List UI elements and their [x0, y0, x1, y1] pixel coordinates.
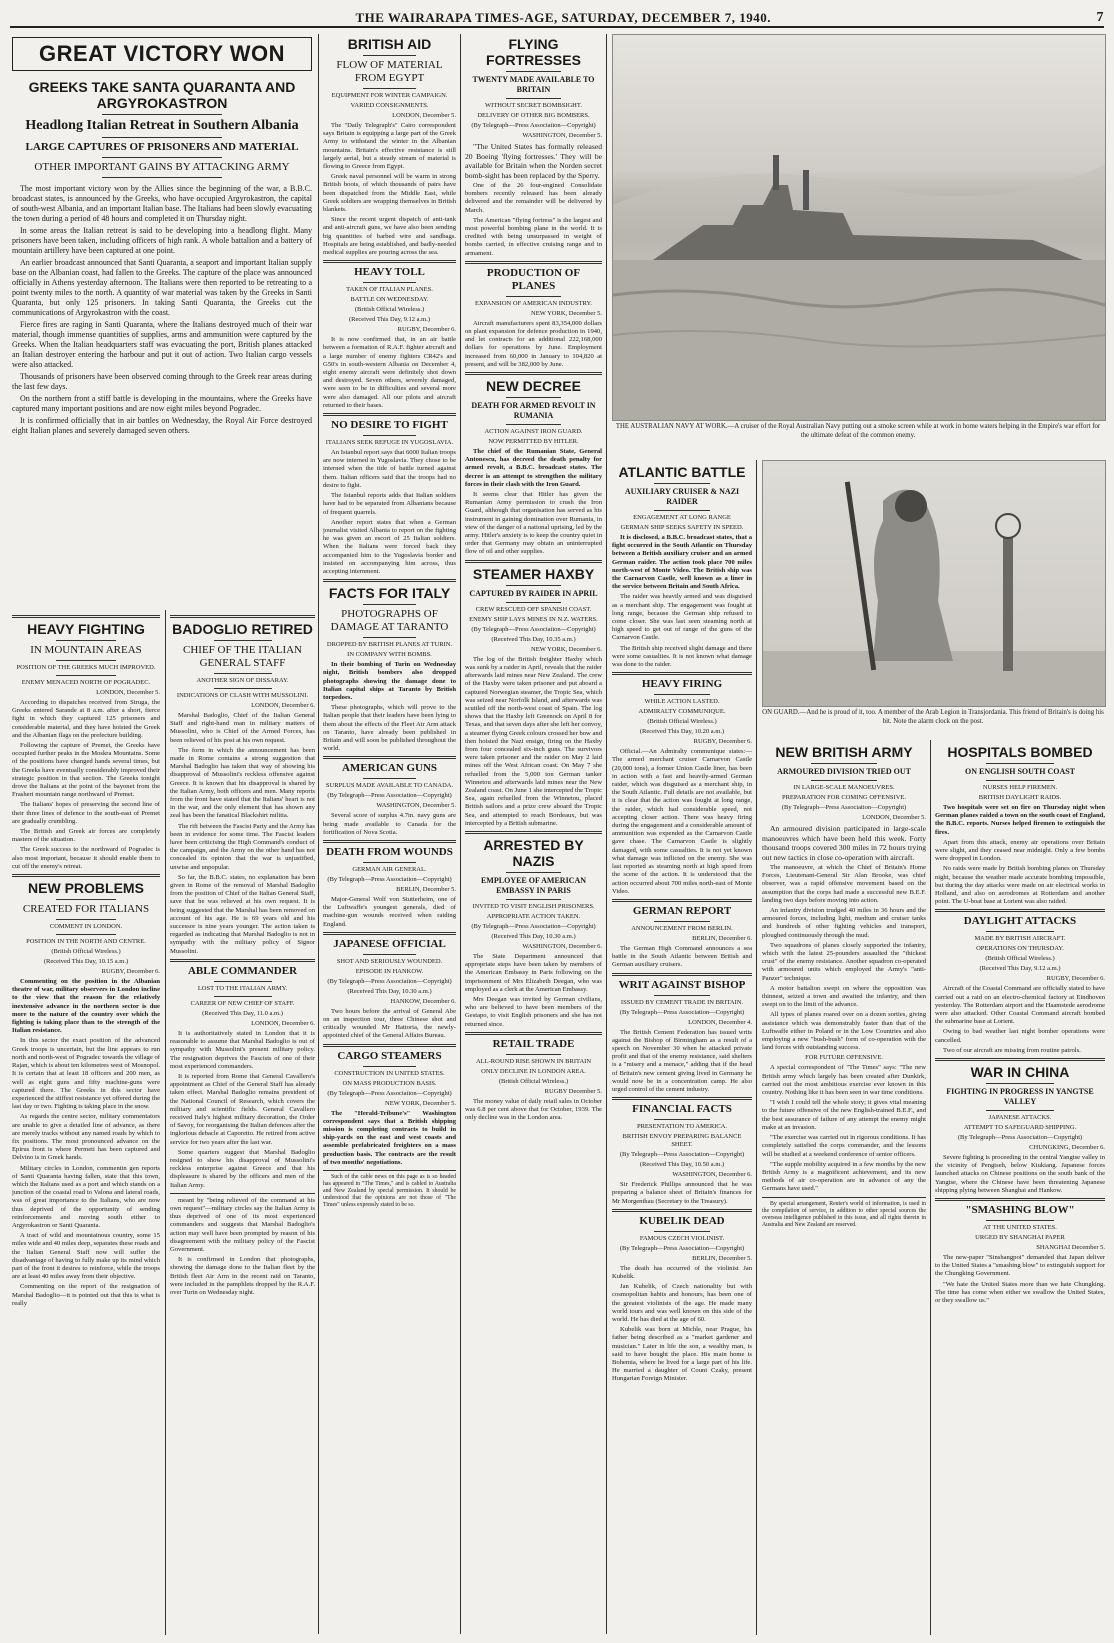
- arrested-sub: APPROPRIATE ACTION TAKEN.: [486, 912, 581, 920]
- source-line: (By Telegraph—Press Association—Copyright): [781, 804, 907, 811]
- lead-story: [12, 34, 312, 604]
- new-army-sub: IN LARGE-SCALE MANOEUVRES.: [793, 784, 895, 791]
- paragraph: Aircraft manufacturers spent 83,354,000 dollars on plant expansion for defence production in 1940, and let contracts for an additional 222,168,000 dollars for operations by June. Employment increased from 60,000 in January to 104,820 at present, and will be 382,000 by June.: [465, 319, 602, 368]
- new-problems-headline: NEW PROBLEMS: [28, 880, 144, 897]
- new-decree-sub: DEATH FOR ARMED REVOLT IN RUMANIA: [471, 401, 596, 421]
- cargo-steamers-sub: ON MASS PRODUCTION BASIS.: [342, 1079, 437, 1087]
- dateline: NEW YORK, December 5.: [385, 1099, 456, 1107]
- paragraph: Marshal Badoglio, Chief of the Italian General Staff and right-hand man in military matters of Mussolini, who is Chief of the Armed Forces, has been relieved of his post at his own request.: [170, 712, 315, 744]
- german-report-sub: ANNOUNCEMENT FROM BERLIN.: [631, 924, 733, 932]
- paragraph: The American "flying fortress" is the largest and most powerful bombing plane in the world. It is credited with being unsurpassed in weight of bombs carried, in effective cruising range and in armament.: [465, 216, 602, 257]
- lead-deck-3: LARGE CAPTURES OF PRISONERS AND MATERIAL: [25, 141, 299, 153]
- badoglio-headline: BADOGLIO RETIRED: [172, 621, 313, 637]
- atlantic-sub: AUXILIARY CRUISER & NAZI RAIDER: [624, 487, 740, 506]
- lead-paragraph: An earlier broadcast announced that Santi Quaranta, a seaport and important Italian supply base on the Albanian coast, had fallen to the Greeks. The capture of the place was announced officially in Athens yesterday afternoon. The Italians were then reported to be retreating to a point twenty miles to the north. A quantity of war material was taken by the Greeks in Santi Quaranta, but only 125 prisoners. In taking Santi Quaranta, the Greeks cut the communications of Argyrokastron with the coast.: [12, 258, 312, 317]
- column-6: [762, 742, 926, 1637]
- new-decree-sub: NOW PERMITTED BY HITLER.: [488, 438, 579, 446]
- paragraph: The rift between the Fascist Party and the Army has been in evidence for some time. The Fascist leaders have been criticising the High Command's conduct of the campaign, and the Army on the other hand has not concealed its opinion that the war is unjustified, unwise and unpopular.: [170, 822, 315, 871]
- dateline: LONDON, December 5.: [392, 112, 456, 119]
- production-headline: PRODUCTION OF PLANES: [486, 266, 581, 292]
- badoglio-sub: INDICATIONS OF CLASH WITH MUSSOLINI.: [176, 692, 309, 699]
- source-line: (By Telegraph—Press Association—Copyright): [619, 1244, 745, 1252]
- dateline: LONDON, December 6.: [251, 1019, 315, 1027]
- able-commander-sub: CAREER OF NEW CHIEF OF STAFF.: [190, 999, 295, 1007]
- page-number: 7: [1096, 10, 1104, 25]
- received-line: (Received This Day, 11.0 a.m.): [202, 1009, 283, 1017]
- paragraph: Jan Kubelik, of Czech nationality but with cosmopolitan habits and honours, has been one of the greatest violinists of the age. He made many world tours and was well known on this side of the world. He has died at the age of 60.: [612, 1283, 752, 1323]
- lead-paragraph: In some areas the Italian retreat is said to be developing into a headlong flight. Many prisoners have been taken, including officers of high rank. A whole battalion and a battery of mountain artillery have been captured at one point.: [12, 226, 312, 255]
- paragraph: A special correspondent of "The Times" says: "The new British army which largely has been created after Dunkirk, carried out the most ambitious exercise ever known in this country. Nothing like it has been seen in war time conditions.: [762, 1064, 926, 1097]
- received-line: (Received This Day, 10.50 a.m.): [639, 1161, 725, 1169]
- japanese-official-sub: SHOT AND SERIOUSLY WOUNDED.: [336, 957, 443, 965]
- paragraph: The manoeuvre, at which the Chief of Britain's Home Forces, Lieutenant-General Sir Alan Brooke, was chief observer, was a rapid offensive movement based on the assumption that the corps had made a successful new B.E.F. landing two days before moving into action.: [762, 864, 926, 904]
- paragraph: The chief of the Rumanian State, General Antonescu, has decreed the death penalty for armed revolt, a B.B.C. broadcast states. The decree is an attempt to strengthen the military forces in their clash with the Iron Guard.: [465, 448, 602, 488]
- dateline: WASHINGTON, December 6.: [672, 1171, 752, 1179]
- dateline: LONDON, December 6.: [251, 702, 315, 709]
- paragraph: "The United States has formally released 20 Boeing 'flying fortresses.' They will be available for Britain when the Norden secret bomb-sight has been replaced by the Sperry.: [465, 142, 602, 180]
- dateline: CHUNGKING, December 6.: [1029, 1144, 1105, 1152]
- column-4: [465, 34, 602, 1634]
- dateline: LONDON, December 5.: [862, 814, 926, 821]
- heavy-fighting-sub: ENEMY MENACED NORTH OF POGRADEC.: [21, 679, 151, 686]
- notice: By special arrangement, Reuter's world of information, is used in the compilation of service, in addition to other special sources the overseas intelligence published in this issue, and all rights therein in Australia and New Zealand are reserved.: [762, 1200, 926, 1228]
- dateline: RUGBY, December 6.: [1046, 975, 1105, 983]
- dateline: RUGBY December 5.: [544, 1087, 602, 1095]
- lead-deck-2: Headlong Italian Retreat in Southern Albania: [25, 118, 299, 133]
- dateline: RUGBY, December 6.: [397, 326, 456, 334]
- lead-paragraph: Thousands of prisoners have been observed coming through to the Greek rear areas during the last few days.: [12, 372, 312, 391]
- production-sub: EXPANSION OF AMERICAN INDUSTRY.: [474, 299, 593, 307]
- flying-fortresses-sub: DELIVERY OF OTHER BIG BOMBERS.: [477, 112, 590, 119]
- source-line: (By Telegraph—Press Association—Copyright): [471, 625, 596, 633]
- german-report-headline: GERMAN REPORT: [632, 904, 732, 917]
- british-aid-sub: VARIED CONSIGNMENTS.: [350, 102, 429, 109]
- retail-sub: ALL-ROUND RISE SHOWN IN BRITAIN: [475, 1057, 592, 1065]
- paragraph: "The supple mobility acquired in a few months by the new British Army is a magnificent achievement, and its new methods of air co-operation are in advance of any the Germans have used.": [762, 1160, 926, 1193]
- paragraph: Some quarters suggest that Marshal Badoglio resigned to show his disapproval of Mussolini's reckless enterprise against Greece and that his displeasure is shared by the officers and men of the Italian Army.: [170, 1148, 315, 1189]
- paragraph: All types of planes roared over on a dozen sorties, giving assistance which was demonstrably faster than that of the Luftwaffe either in Poland or in the Low Countries and also employing a new "bush-bush" form of co-operation with the land forces with outstanding success.: [762, 1011, 926, 1052]
- paragraph: Greek naval personnel will be warm in strong British boots, of which thousands of pairs have been dispatched from the Middle East, while Greek soldiers are wrapping themselves in British blankets.: [323, 173, 456, 214]
- heavy-fighting-headline: HEAVY FIGHTING: [27, 621, 145, 637]
- flying-fortresses-sub: WITHOUT SECRET BOMBSIGHT.: [485, 102, 582, 109]
- received-line: (Received This Day, 9.12 a.m.): [348, 316, 431, 324]
- dateline: RUGBY, December 6.: [101, 968, 160, 976]
- war-china-sub: FIGHTING IN PROGRESS IN YANGTSE VALLEY: [946, 1087, 1094, 1107]
- paragraph: Apart from this attack, enemy air operations over Britain were slight, and they ceased near midnight. Only a few bombs were dropped in London.: [935, 838, 1105, 863]
- dateline: NEW YORK, December 5.: [531, 309, 602, 317]
- dateline: BERLIN, December 5.: [396, 885, 456, 893]
- flying-fortresses-sub: TWENTY MADE AVAILABLE TO BRITAIN: [472, 75, 595, 94]
- paragraph: "The exercise was carried out in rigorous conditions. It has completely satisfied the corps commander, and the lessons will be studied at a weekend conference of senior officers.: [762, 1134, 926, 1158]
- lead-paragraph: Fierce fires are raging in Santi Quaranta, where the Italians destroyed much of their war material, though immense quantities of supplies, arms and ammunition were captured by the Greeks. When the Italian headquarters staff was evacuating the port, British planes attacked an Italian destroyer entering the harbour and put it out of action. Two Italian cargo vessels were also attacked.: [12, 320, 312, 369]
- paragraph: No raids were made by British bombing planes on Thursday night, because the weather made accurate bombing impossible, but during the day attacks were made on air electrical works in Holland, and also on aerodromes at Rotterdam and another point. The U-boat base at Lorient was also raided.: [935, 865, 1105, 906]
- japanese-official-headline: JAPANESE OFFICIAL: [333, 937, 446, 950]
- financial-headline: FINANCIAL FACTS: [632, 1103, 732, 1116]
- paragraph: Two hours before the arrival of General Abe on an inspection tour, three Chinese shot and critically wounded Mr Hattoria, the newly-appointed chief of the General Affairs Bureau.: [323, 1007, 456, 1040]
- paragraph: "We hate the United States more than we hate Chungking. The time has come when either we swallow the United States, or they swallow us.": [935, 1280, 1105, 1305]
- no-desire-sub: ITALIANS SEEK REFUGE IN YUGOSLAVIA.: [325, 439, 454, 447]
- paragraph: As regards the centre sector, military commentators are unable to give a detailed line of advance, as there are merely tracks without any named roads by which to fix positions. The most pronounced advance on the Epirus front is where Permeti has been captured and Delvino is in Greek hands.: [12, 1113, 160, 1162]
- column-2-lower: [170, 612, 315, 1637]
- atlantic-sub: GERMAN SHIP SEEKS SAFETY IN SPEED.: [620, 524, 744, 531]
- received-line: (Received This Day, 9.12 a.m.): [979, 965, 1061, 973]
- paragraph: Owing to bad weather last night bomber operations were cancelled.: [935, 1028, 1105, 1044]
- column-3: [323, 34, 456, 1634]
- dateline: BERLIN, December 6.: [692, 934, 752, 942]
- daylight-sub: MADE BY BRITISH AIRCRAFT.: [974, 935, 1066, 943]
- source-line: (By Telegraph—Press Association—Copyright): [619, 1151, 745, 1159]
- paragraph: In their bombing of Turin on Wednesday night, British bombers also dropped photographs showing the damage done to Italian capital ships at Taranto by British torpedoes.: [323, 661, 456, 701]
- paragraph: In this sector the exact position of the advanced Greek troops is uncertain, but the line appears to run north and north-west of Pogradec towards the village of Rajan, which is about ten kilometres west of Mosnopol. It is certain that at least 18 officers and 200 men, as well as eight guns and fifty machine-guns were captured there. The Greeks in this sector have experienced the stiffest resistance yet offered during the last day or two. Fighting is taking place in the snow.: [12, 1037, 160, 1111]
- paragraph: The German High Command announces a sea battle in the South Atlantic between British and German auxiliary cruisers.: [612, 944, 752, 969]
- death-wounds-sub: GERMAN AIR GENERAL.: [352, 865, 427, 873]
- heavy-firing-sub: WHILE ACTION LASTED.: [644, 698, 720, 706]
- paragraph: So far, the B.B.C. states, no explanation has been given in Rome of the removal of Marshal Badoglio from the position of Chief of the Italian General Staff, save that he was relieved at his own request. It is being suggested that the Marshal has been removed on account of his age. He is 69 years old and his successor is nine years younger. The action taken is regarded as indicating that Marshal Badoglio is not in sympathy with the military policy of Signor Mussolini.: [170, 873, 315, 955]
- received-line: (Received This Day, 10.30 a.m.): [347, 987, 432, 995]
- received-line: (Received This Day, 10.15 a.m.): [43, 958, 129, 966]
- badoglio-sub: CHIEF OF THE ITALIAN GENERAL STAFF: [183, 644, 302, 669]
- dateline: BERLIN, December 5.: [692, 1254, 752, 1262]
- source-line: (British Official Wireless.): [647, 718, 717, 726]
- photo-caption: THE AUSTRALIAN NAVY AT WORK.—A cruiser of the Royal Australian Navy putting out a smoke screen while at work in home waters helping in the Empire's war effort for the ultimate defeat of the common enemy.: [615, 423, 1101, 439]
- arrested-sub: INVITED TO VISIT ENGLISH PRISONERS.: [472, 902, 595, 910]
- paragraph: Commenting on the position in the Albanian theatre of war, military observers in London incline to the view that the reason for the relatively inextensive advance in the northern sector is due more to the nature of the country over which the fighting is taking place than to the strength of the Italian resistance.: [12, 978, 160, 1035]
- photo-caption: ON GUARD.—And he is proud of it, too. A member of the Arab Legion in Transjordania. This friend of Britain's is doing his bit. Note the alarm clock on the post.: [762, 709, 1104, 725]
- source-line: (By Telegraph—Press Association—Copyright): [327, 875, 452, 883]
- facts-italy-sub: DROPPED BY BRITISH PLANES AT TURIN.: [326, 641, 453, 649]
- lead-paragraph: It is confirmed officially that in air battles on Wednesday, the Royal Air Force destroyed eight Italian planes and severely damaged seven others.: [12, 416, 312, 435]
- masthead-title: THE WAIRARAPA TIMES-AGE, SATURDAY, DECEMBER 7, 1940.: [355, 10, 772, 25]
- paragraph: The British and Greek air forces are completely masters of the situation.: [12, 828, 160, 844]
- lead-deck-4: OTHER IMPORTANT GAINS BY ATTACKING ARMY: [34, 161, 290, 173]
- able-commander-sub: LOST TO THE ITALIAN ARMY.: [197, 984, 288, 992]
- paragraph: Two squadrons of planes closely supported the infantry, which with the latest 25-pounders assaulted the "thickest crust" of the enemy resistance. Another squadron co-operated with armoured units which employed the Army's "anti-Panzer" technique.: [762, 941, 926, 982]
- paragraph: Another report states that when a German journalist visited Albania to report on the fighting he was given an escort of 25 Italian soldiers. When the Italians were forced back they accompanied him to the Yugoslavia border and insisted on accompanying him across, thus accepting internment.: [323, 518, 456, 575]
- column-5-upper: [612, 462, 752, 1637]
- haxby-sub: CAPTURED BY RAIDER IN APRIL: [469, 588, 598, 598]
- paragraph: These photographs, which will prove to the Italian people that their leaders have been lying to them about the effects of the Fleet Air Arm attack on Taranto, have already been published in Britain and will soon be published throughout the world.: [323, 704, 456, 753]
- source-line: (British Official Wireless.): [51, 948, 121, 956]
- british-aid-sub: FLOW OF MATERIAL FROM EGYPT: [336, 59, 443, 84]
- paragraph: The British Cement Federation has issued writs against the Bishop of Birmingham as a result of a speech on November 30 when he attacked private profit and that of the enemy resistance, said shelters is a "misery and a menace," adding that if the head of Britain's new cement giving lived in Germany he would now be in a concentration camp. He also urged control of the cement industry.: [612, 1028, 752, 1093]
- war-china-headline: WAR IN CHINA: [970, 1064, 1070, 1081]
- death-wounds-headline: DEATH FROM WOUNDS: [326, 845, 453, 858]
- source-line: (By Telegraph—Press Association—Copyright): [471, 922, 596, 930]
- column-7: [935, 742, 1105, 1637]
- haxby-headline: STEAMER HAXBY: [472, 565, 595, 582]
- new-army-sub: FOR FUTURE OFFENSIVE.: [805, 1054, 883, 1062]
- masthead: [10, 2, 1104, 28]
- haxby-sub: ENEMY SHIP LAYS MINES IN N.Z. WATERS.: [469, 615, 598, 623]
- paragraph: It is authoritatively stated in London that it is reasonable to assume that Marshal Badoglio is out of sympathy with Mussolini's present military policy. The resignation deprives the Fascists of one of their most experienced commanders.: [170, 1029, 315, 1070]
- source-line: (By Telegraph—Press Association—Copyright): [327, 1089, 452, 1097]
- british-aid-sub: EQUIPMENT FOR WINTER CAMPAIGN.: [331, 92, 448, 99]
- cruiser-illustration: [613, 35, 1105, 420]
- atlantic-headline: ATLANTIC BATTLE: [618, 464, 746, 480]
- smashing-sub: AT THE UNITED STATES.: [983, 1224, 1057, 1232]
- source-line: (British Official Wireless.): [498, 1077, 569, 1085]
- dateline: WASHINGTON, December 5.: [522, 132, 602, 139]
- paragraph: The death has occurred of the violinist Jan Kubelik.: [612, 1264, 752, 1280]
- paragraph: Sir Frederick Phillips announced that he was preparing a balance sheet of Britain's finances for Mr Morgenthau (Secretary to the Treasury).: [612, 1181, 752, 1205]
- source-line: (By Telegraph—Press Association—Copyright): [619, 1008, 745, 1016]
- cruiser-photo: [612, 34, 1106, 421]
- paragraph: It is now confirmed that, in an air battle between a formation of R.A.F. fighter aircraft and a large number of enemy fighters CR42's and G50's in south-western Albania on December 4, eight enemy aircraft were definitely shot down and destroyed. Seven others, severely damaged, were seen to be in difficulties and several more were also damaged. All our pilots and aircraft returned to their bases.: [323, 336, 456, 409]
- badoglio-sub: ANOTHER SIGN OF DISSARAY.: [196, 677, 289, 684]
- paragraph: The new-paper "Sinshangpoi" demanded that Japan deliver to the United States a "smashing blow" to extinguish support for the Chungking Government.: [935, 1254, 1105, 1278]
- paragraph: Military circles in London, commentin gen reports of Santi Quaranta having fallen, state that this town, which the Italians used as a port and which stands on a junction of the coastal road to Valona and lateral roads, was of great importance to the Italians, who are now thus deprived of the opportunity of sending reinforcements and moving south either to Argyrokastron or Santi Quaranta.: [12, 1164, 160, 1229]
- received-line: (Received This Day, 10.30 a.m.): [491, 932, 576, 940]
- photo-on-guard: [762, 460, 1104, 738]
- cargo-steamers-headline: CARGO STEAMERS: [337, 1049, 442, 1062]
- no-desire-headline: NO DESIRE TO FIGHT: [331, 419, 448, 432]
- dateline: LONDON, December 5.: [96, 689, 160, 696]
- heavy-toll-sub: BATTLE ON WEDNESDAY.: [350, 296, 429, 304]
- writ-sub: ISSUED BY CEMENT TRADE IN BRITAIN.: [620, 998, 744, 1006]
- dateline: NEW YORK, December 6.: [531, 645, 602, 653]
- heavy-fighting-sub: POSITION OF THE GREEKS MUCH IMPROVED.: [16, 664, 156, 671]
- lead-paragraph: The most important victory won by the Allies since the beginning of the war, a B.B.C. broadcast states, is announced by the Greeks, who have occupied Argyrokastron, the capital of south-west Albania, and an important Italian base. The Italians had been slowly evacuating the town during a period of 48 hours and completed it on Thursday night.: [12, 184, 312, 223]
- paragraph: The raider was heavily armed and was disguised as a merchant ship. The engagement was fought at long range, because the German ship refused to come closer. She was last seen steaming north at high speed to get out of range of the guns of the Carnarvon Castle.: [612, 593, 752, 642]
- paragraph: The Greek success to the northward of Pogradec is also most important, because it should enable them to cut off the enemy's retreat.: [12, 846, 160, 870]
- paragraph: The State Department announced that appropriate steps have been taken by members of the American Embassy in Paris following on the imprisonment of Mrs Elizabeth Deegan, who was employed as a clerk at the American Embassy.: [465, 952, 602, 993]
- new-problems-sub: CREATED FOR ITALIANS: [22, 903, 150, 916]
- british-aid-headline: BRITISH AID: [347, 36, 432, 52]
- arrested-headline: ARRESTED BY NAZIS: [483, 836, 584, 869]
- daylight-headline: DAYLIGHT ATTACKS: [963, 915, 1077, 928]
- paragraph: Official.—An Admiralty communique states:—The armed merchant cruiser Carnarvon Castle (20,000 tons), a former Union Castle liner, has been in action with a fast and heavily-armed German raider, which was disguised as a merchant ship, in the South Atlantic. Full details are not available, but it is clear that the action was fought at long range, the raider, which had considerable speed, not accepting closer action. There was heavy firing during the engagement and a considerable amount of ammunition was expended as the Carnarvon Castle gave chase. The Carnarvon Castle is slightly damaged, with some casualties. It is not yet known what damage was inflicted on the enemy. She was last reported as steaming north at high speed from the scene of the action. It is understood that the action occurred about 700 miles north-east of Monte Video.: [612, 748, 752, 895]
- new-army-headline: NEW BRITISH ARMY: [775, 744, 913, 760]
- retail-sub: ONLY DECLINE IN LONDON AREA.: [481, 1067, 586, 1075]
- paragraph: "I wish I could tell the whole story; it gives vital meaning to the future offensive of the new English-trained B.E.F., and the best assurance of failure of any attempt the enemy might make at an invasion.: [762, 1099, 926, 1131]
- received-line: (Received This Day, 10.35 a.m.): [491, 635, 576, 643]
- paragraph: An Istanbul report says that 6000 Italian troops are now interned in Yugoslavia. They chose to be interned when the tide of battle turned against them. Italian officers said that the troops had no desire to fight.: [323, 449, 456, 489]
- paragraph: It is reported from Rome that General Cavallero's appointment as Chief of the General Staff has already taken effect. Marshal Badoglio remains president of the National Council of Research, which covers the military and scientific fields. General Cavallero received Italy's highest military decoration, the Order of Savoy, for reorganising the Italian defences after the inglorious debacle at Caporetto. He retired from active service for two years after the last war.: [170, 1072, 315, 1146]
- paragraph: A tract of wild and mountainous country, some 15 miles wide and 40 miles deep, separates these roads and the Italian General Staff now will suffer the disadvantage of having to fully make up its mind which part of the front it desires to reinforce, while the troops are at least 40 miles away from their objective.: [12, 1232, 160, 1281]
- dateline: WASHINGTON, December 6.: [522, 942, 602, 950]
- financial-sub: PRESENTATION TO AMERICA.: [636, 1123, 728, 1131]
- war-china-sub: JAPANESE ATTACKS.: [988, 1114, 1052, 1122]
- paragraph: Kubelik was born at Michle, near Prague, his father being described as a "market gardener and musician." Later in life the son, a wealthy man, is said to have bought the place. His main home is Bohemia, where he lived for a large part of his life. He married a daughter of Count Czaky, present Hungarian Foreign Minister.: [612, 1326, 752, 1383]
- new-army-sub: PREPARATION FOR COMING OFFENSIVE.: [781, 794, 906, 801]
- paragraph: Several score of surplus 4.7in. navy guns are being made available to Canada for the fortification of Nova Scotia.: [323, 812, 456, 836]
- paragraph: Commenting on the report of the resignation of Marshal Badoglio—it is pointed out that this is what is really: [12, 1283, 160, 1307]
- dateline: LONDON, December 4.: [688, 1018, 752, 1026]
- new-army-sub: ARMOURED DIVISION TRIED OUT: [777, 767, 911, 776]
- new-decree-sub: ACTION AGAINST IRON GUARD.: [484, 428, 583, 436]
- dateline: WASHINGTON, December 5.: [376, 802, 456, 810]
- lead-deck-1: GREEKS TAKE SANTA QUARANTA AND ARGYROKASTRON: [28, 79, 296, 111]
- japanese-official-sub: EPISODE IN HANKOW.: [355, 967, 424, 975]
- flying-fortresses-headline: FLYING FORTRESSES: [486, 36, 581, 68]
- paragraph: The money value of daily retail sales in October was 6.8 per cent above that for October, 1939. The only decline was in the London area.: [465, 1097, 602, 1122]
- paragraph: Severe fighting is proceeding in the central Yangtse valley in the vicinity of Pengtseh, below Kiukiang. Japanese forces launched attacks on Chinese positions on the south bank of the Yangtse, where the Chinese have been threatening Japanese shipping plying between Shanghai and Hankow.: [935, 1154, 1105, 1194]
- new-decree-headline: NEW DECREE: [486, 378, 581, 395]
- hospitals-sub: NURSES HELP FIREMEN.: [982, 784, 1058, 791]
- lead-headline: GREAT VICTORY WON: [38, 41, 286, 66]
- smashing-headline: "SMASHING BLOW": [965, 1204, 1075, 1217]
- paragraph: Major-General Wolf von Stutterheim, one of the Luftwaffe's youngest generals, died of machine-gun wounds received when raiding England.: [323, 895, 456, 928]
- paragraph: meant by "being relieved of the command at his own request"—military circles say the Italian Army is thus deprived of one of its most experienced commanders and suggests that Marshal Badoglio's action may well have been prompted by reason of his disagreement with the military policy of the Fascist Government.: [170, 1196, 315, 1253]
- smashing-sub: URGED BY SHANGHAI PAPER: [975, 1234, 1065, 1242]
- atlantic-sub: ENGAGEMENT AT LONG RANGE: [633, 514, 731, 521]
- facts-italy-headline: FACTS FOR ITALY: [328, 585, 451, 602]
- cargo-steamers-sub: CONSTRUCTION IN UNITED STATES.: [334, 1069, 445, 1077]
- paragraph: It is disclosed, a B.B.C. broadcast states, that a fight occurred in the South Atlantic on Thursday between a British auxiliary cruiser and an armed German raider. The action took place 700 miles north-west of Monte Video. The British ship was the Carnarvon Castle, well known as a liner in the service between Britain and South Africa.: [612, 534, 752, 591]
- financial-sub: BRITISH ENVOY PREPARING BALANCE SHEET.: [622, 1133, 742, 1149]
- war-china-sub: ATTEMPT TO SAFEGUARD SHIPPING.: [963, 1124, 1077, 1132]
- paragraph: Aircraft of the Coastal Command are officially stated to have carried out a raid on an electro-chemical factory at Eindhoven yesterday. The Rotterdam airport and the Haamstede aerodrome were also attacked. Other Coastal Command aircraft bombed the submarine base at Lorient.: [935, 985, 1105, 1026]
- hospitals-sub: ON ENGLISH SOUTH COAST: [964, 767, 1076, 776]
- source-line: (By Telegraph—Press Association—Copyright): [327, 792, 452, 800]
- heavy-toll-sub: TAKEN OF ITALIAN PLANES.: [346, 286, 433, 294]
- new-problems-sub: POSITION IN THE NORTH AND CENTRE.: [26, 938, 146, 946]
- kubelik-sub: FAMOUS CZECH VIOLINIST.: [639, 1234, 725, 1242]
- paragraph: Since the recent urgent dispatch of anti-tank and anti-aircraft guns, we have also been sending big quantities of barbed wire and sandbags. Hospitals are being established, and badly-needed medical supplies are pouring across the sea.: [323, 216, 456, 257]
- paragraph: The British ship received slight damage and there were some casualties. It is not known what damage was done to the raider.: [612, 644, 752, 669]
- heavy-firing-sub: ADMIRALTY COMMUNIQUE.: [638, 708, 726, 716]
- heavy-fighting-sub: IN MOUNTAIN AREAS: [30, 644, 142, 656]
- source-line: (By Telegraph—Press Association—Copyright): [327, 977, 452, 985]
- haxby-sub: CREW RESCUED OFF SPANISH COAST.: [475, 605, 592, 613]
- retail-headline: RETAIL TRADE: [492, 1037, 575, 1050]
- arrested-sub: EMPLOYEE OF AMERICAN EMBASSY IN PARIS: [480, 875, 587, 895]
- paragraph: Following the capture of Premet, the Greeks have occupied further peaks in the Moskra Mountains. Some of the positions have changed hands several times, but the Greeks have eventually considerably improved their strategic position in that section. The Greeks tonight drove the Italians at the point of the bayonet from the Frasheri mountain range northward of Premet.: [12, 742, 160, 799]
- able-commander-headline: ABLE COMMANDER: [187, 964, 298, 977]
- source-line: (British Official Wireless.): [354, 306, 425, 314]
- facts-italy-sub: PHOTOGRAPHS OF DAMAGE AT TARANTO: [330, 608, 449, 634]
- dateline: HANKOW, December 6.: [390, 997, 456, 1005]
- paragraph: It seems clear that Hitler has given the Rumanian Army permission to crush the Iron Guard, although that organisation has served as his instrument in gaining domination over Rumania, in view of the danger of a national uprising, led by the army. Hitler's anxiety is to keep the country quiet in order that Germany may obtain an uninterrupted flow of oil and other supplies.: [465, 491, 602, 556]
- received-line: (Received This Day, 10.20 a.m.): [639, 728, 725, 736]
- paragraph: One of the 26 four-engined Consolidate bombers recently released has been already delivered and the remainder will be delivered by March.: [465, 182, 602, 214]
- heavy-firing-headline: HEAVY FIRING: [641, 678, 723, 691]
- paragraph: The Istanbul reports adds that Italian soldiers have had to be separated from Albanians because of frequent quarrels.: [323, 492, 456, 516]
- dateline: SHANGHAI December 5.: [1036, 1244, 1105, 1252]
- paragraph: An armoured division participated in large-scale manoeuvres which have been held this week. Forty thousand troops covered 300 miles in 72 hours trying out new tactics in close co-operation with aircraft.: [762, 824, 926, 862]
- paragraph: Two hospitals were set on fire on Thursday night when German planes raided a town on the south coast of England, the B.B.C. reports. Nurses helped firemen to extinguish the fires.: [935, 804, 1105, 836]
- daylight-sub: OPERATIONS ON THURSDAY.: [976, 945, 1064, 953]
- source-line: (By Telegraph—Press Association—Copyright): [471, 122, 596, 129]
- photo-australian-navy: [612, 34, 1104, 454]
- paragraph: The "Daily Telegraph's" Cairo correspondent says Britain is equipping a large part of the Greek Army to withstand the winter in the Albanian mountains. Britain's effective resistance is still largely aerial, but a steady stream of material is flowing to Greece from Egypt.: [323, 122, 456, 171]
- hospitals-headline: HOSPITALS BOMBED: [947, 744, 1093, 760]
- paragraph: The "Herald-Tribune's" Washington correspondent says that a British shipping mission is completing contracts to build in ship-yards on the east and west coasts and assemble prefabricated freighters on a mass production basis. The contracts are the result of two months' negotiations.: [323, 1109, 456, 1166]
- facts-italy-sub: IN COMPANY WITH BOMBS.: [347, 651, 432, 659]
- paragraph: Mrs Deegan was invited by German civilians, who are believed to have been members of the Gestapo, to visit English prisoners and she has not returned since.: [465, 995, 602, 1028]
- paragraph: The form in which the announcement has been made in Rome contains a strong suggestion that Marshal Badoglio has taken that way of showing his disapproval of Mussolini's reckless offensive against Greece. It is known that his disapproval is shared by the Italian Army, both officers and men. Many reports from the front have stated that the Italians' heart is not in the war, and the only element that has shown any zeal has been the fanatical Blackshirt militia.: [170, 746, 315, 820]
- paragraph: The Italians' hopes of preserving the second line of their three lines of defence to the south-east of Premet are gradually crumbling.: [12, 801, 160, 825]
- paragraph: An infantry division trudged 40 miles in 36 hours and the armoured forces, including light, medium and cruiser tanks and hundreds of other fighting vehicles and transport, ploughed continuously through the mud.: [762, 907, 926, 939]
- paragraph: According to dispatches received from Struga, the Greeks entered Sarande at 8 a.m. after a short, fierce fight in which they captured 125 prisoners and considerable material, and they have hoisted the Greek and the Albanian flags on the prefecture building.: [12, 699, 160, 739]
- kubelik-headline: KUBELIK DEAD: [639, 1214, 725, 1227]
- heavy-toll-headline: HEAVY TOLL: [354, 266, 425, 279]
- writ-headline: WRIT AGAINST BISHOP: [618, 978, 746, 991]
- american-guns-sub: SURPLUS MADE AVAILABLE TO CANADA.: [325, 782, 454, 790]
- column-1-lower: [12, 612, 160, 1637]
- new-problems-sub: COMMENT IN LONDON.: [49, 923, 123, 931]
- paragraph: Two of our aircraft are missing from routine patrols.: [943, 1046, 1081, 1054]
- paragraph: It is confirmed in London that photographs, showing the damage done to the Italian fleet by the British fleet Air Arm in the recent raid on Taranto, were included in the pamphlets dropped by the R.A.F. over Turin on Wednesday night.: [170, 1256, 315, 1296]
- hospitals-sub: BRITISH DAYLIGHT RAIDS.: [978, 794, 1062, 801]
- guard-illustration: [763, 461, 1105, 706]
- source-line: (British Official Wireless.): [985, 955, 1055, 963]
- source-line: (By Telegraph—Press Association—Copyright): [957, 1134, 1083, 1142]
- dateline: RUGBY, December 6.: [693, 738, 752, 746]
- notice: Such of the cable news on this page as is so headed has appeared in "The Times," and is cabled to Australia and New Zealand by special permission. It should be understood that the opinions are not those of "The Times" unless expressly stated to be so.: [323, 1174, 456, 1209]
- paragraph: A motor battalion swept on where the opposition was thinnest, seized a town and awaited the infantry, and then swept on to the limit of the advance.: [762, 984, 926, 1009]
- arab-legion-photo: [762, 460, 1106, 707]
- american-guns-headline: AMERICAN GUNS: [341, 762, 438, 775]
- paragraph: The log of the British freighter Haxby which was sunk by a raider in April, reveals that the raider afterwards laid mines near New Zealand. The crew of the Haxby were taken prisoner and put aboard a captured Norwegian steamer, the Tropic Sea, which was seized near Norfolk Island, and afterwards was scuttled off the north-west coast of Spain. The log shows that the Haxby left Greenock on April 8 for Texas, and that seven days after she left her convoy, a steamer flying Greek colours crossed her bow and then hoisted the Nazi ensign, firing on the Haxby from four concealed six-inch guns. The survivors were taken prisoner and the raider on May 2 laid mines off the West African coast. On May 7 she refuelled from the 5,000 ton German tanker Winnetou and afterwards laid mines near the New Zealand coast. On June 1 she intercepted the Tropic Sea, again refuelled from the Winnetou, placed British sailors and a prize crew aboard the Tropic Sea, and attempted to reach Bordeaux, but was intercepted by a British submarine.: [465, 655, 602, 827]
- lead-paragraph: On the northern front a stiff battle is developing in the mountains, where the Greeks have captured many important positions and are now eight miles beyond Pogradec.: [12, 394, 312, 413]
